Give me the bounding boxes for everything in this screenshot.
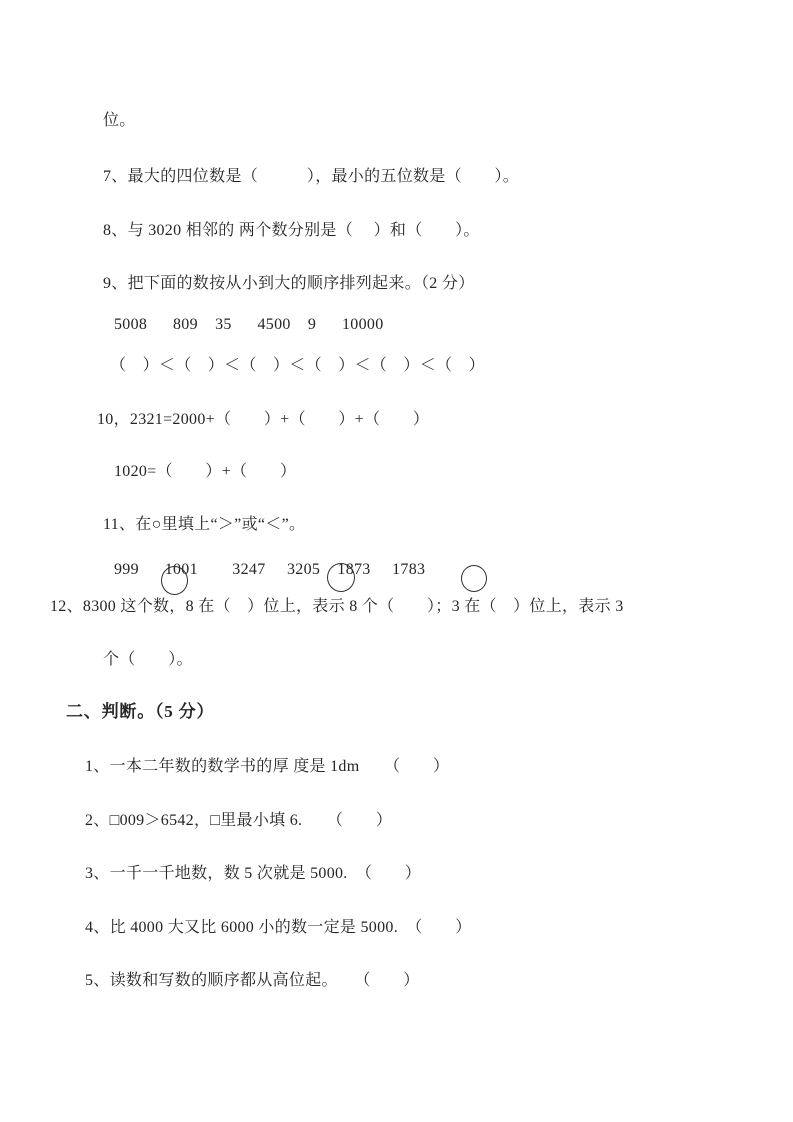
s2-q1-line: 1、一本二年数的数学书的厚 度是 1dm （ ） — [85, 758, 450, 775]
s2-q2-line: 2、□009＞6542，□里最小填 6. （ ） — [85, 812, 393, 829]
answer-circle — [327, 563, 355, 592]
q10-line2: 1020=（ ）+（ ） — [114, 463, 297, 480]
s2-q3-line: 3、一千一千地数，数 5 次就是 5000. （ ） — [85, 865, 422, 882]
answer-circle — [161, 566, 188, 595]
q8-line: 8、与 3020 相邻的 两个数分别是（ ）和（ ）。 — [103, 222, 480, 239]
s2-q4-line: 4、比 4000 大又比 6000 小的数一定是 5000. （ ） — [85, 919, 472, 936]
continuation-line-wei: 位。 — [103, 112, 136, 129]
section2-heading: 二、判断。（5 分） — [66, 702, 215, 721]
q9-line: 9、把下面的数按从小到大的顺序排列起来。（2 分） — [103, 275, 475, 292]
answer-circle — [461, 565, 487, 592]
q11-line: 11、在○里填上“＞”或“＜”。 — [103, 516, 306, 533]
q7-line: 7、最大的四位数是（ ），最小的五位数是（ ）。 — [103, 168, 520, 185]
q12-line: 12、8300 这个数，8 在（ ）位上，表示 8 个（ ）；3 在（ ）位上，表示 3 — [50, 598, 624, 615]
q10-line: 10，2321=2000+（ ）+（ ）+（ ） — [97, 411, 430, 428]
q9-number-row: 5008 809 35 4500 9 10000 — [114, 316, 384, 333]
q9-ordering-blanks: （ ）＜（ ）＜（ ）＜（ ）＜（ ）＜（ ） — [110, 357, 485, 374]
q11-number-row: 999 1001 3247 3205 1873 1783 — [114, 561, 426, 578]
q12-continuation-line: 个（ ）。 — [103, 651, 193, 668]
s2-q5-line: 5、读数和写数的顺序都从高位起。 （ ） — [85, 972, 420, 989]
